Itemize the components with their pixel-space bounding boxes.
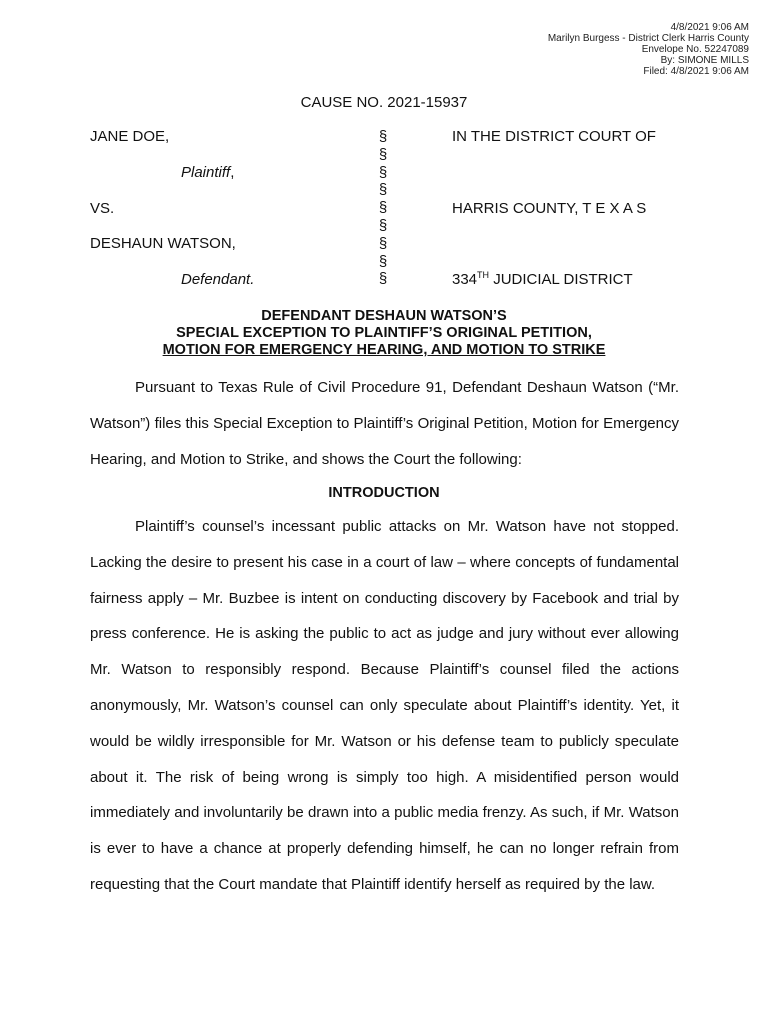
court-number: 334 xyxy=(452,271,478,288)
court-line-2: HARRIS COUNTY, T E X A S xyxy=(452,200,647,217)
stamp-clerk: Marilyn Burgess - District Clerk Harris County xyxy=(547,33,749,44)
intro-paragraph: Pursuant to Texas Rule of Civil Procedure 91, Defendant Deshaun Watson (“Mr. Watson”) files this Special Exception to Plaintiff’s Original Petition, Motion for Emergency Hearing, and Motion to Strike, and shows the Court the following: xyxy=(90,379,679,468)
defendant-name: DESHAUN WATSON, xyxy=(90,235,236,252)
plaintiff-name: JANE DOE, xyxy=(90,128,170,145)
cause-number: CAUSE NO. 2021-15937 xyxy=(300,94,468,111)
stamp-envelope: Envelope No. 52247089 xyxy=(641,44,749,55)
plaintiff-role: Plaintiff xyxy=(181,164,231,181)
case-caption xyxy=(90,128,710,293)
introduction-paragraph: Plaintiff’s counsel’s incessant public attacks on Mr. Watson have not stopped. Lacking the desire to present his case in a court of law – where concepts of fundamental fairness apply – Mr. Buzbee is intent on conducting discovery by Facebook and trial by press conference. He is asking the public to act as judge and jury without ever allowing Mr. Watson to responsibly respond. Because Plaintiff’s counsel filed the actions anonymously, Mr. Watson’s counsel can only speculate about Plaintiff’s identity. Yet, it would be wildly irresponsible for Mr. Watson or his defense team to publicly speculate about it. The risk of being wrong is simply too high. A misidentified person would immediately and involuntarily be drawn into a public media frenzy. As such, if Mr. Watson is ever to have a chance at properly defending himself, he can no longer refrain from requesting that the Court mandate that Plaintiff identify herself as required by the law. xyxy=(90,518,679,893)
document-title xyxy=(0,308,768,359)
defendant-role: Defendant. xyxy=(181,271,255,288)
court-line-1: IN THE DISTRICT COURT OF xyxy=(452,128,656,145)
title-line-1: DEFENDANT DESHAUN WATSON’S xyxy=(261,308,507,324)
defendant-label xyxy=(181,271,254,288)
stamp-by: By: SIMONE MILLS xyxy=(660,55,749,66)
versus: VS. xyxy=(90,200,115,217)
intro-paragraph-block xyxy=(90,370,679,477)
court-line-3 xyxy=(452,271,633,288)
court-superscript: TH xyxy=(477,270,490,280)
section-marks: § § § § § § § § § xyxy=(378,128,388,288)
court-suffix: JUDICIAL DISTRICT xyxy=(489,271,633,288)
title-line-2: SPECIAL EXCEPTION TO PLAINTIFF’S ORIGINAL PETITION, xyxy=(176,325,592,341)
plaintiff-label xyxy=(181,164,234,181)
section-heading: INTRODUCTION xyxy=(328,485,440,501)
introduction-paragraph-block xyxy=(90,509,679,903)
title-line-3: MOTION FOR EMERGENCY HEARING, AND MOTION TO STRIKE xyxy=(162,342,606,358)
stamp-datetime: 4/8/2021 9:06 AM xyxy=(670,22,749,33)
stamp-filed: Filed: 4/8/2021 9:06 AM xyxy=(643,66,749,77)
filing-stamp xyxy=(548,22,749,77)
plaintiff-comma: , xyxy=(230,164,235,181)
